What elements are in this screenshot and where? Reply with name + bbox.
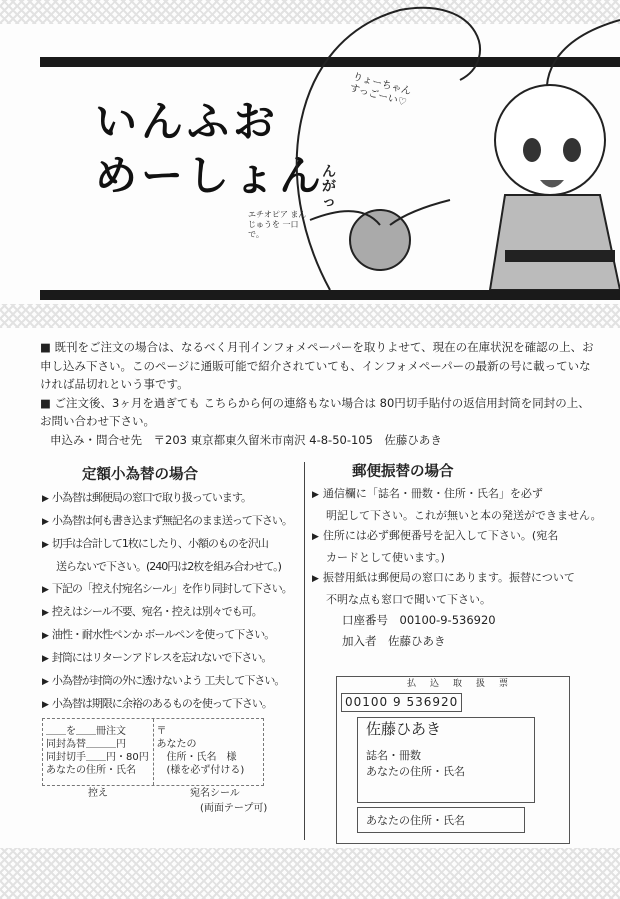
form-line: 〒 <box>156 726 167 737</box>
list-item <box>42 487 300 510</box>
sfx-munch: んがっ <box>322 164 336 210</box>
transfer-slip <box>336 676 570 844</box>
list-item <box>42 601 300 624</box>
bullet-triangle-icon: ▶ <box>42 654 48 664</box>
copy-caption: 控え <box>88 788 108 799</box>
form-line: 同封切手＿＿円・80円 <box>46 752 149 763</box>
form-line: (様を必ず付ける) <box>156 765 245 776</box>
account-row <box>342 610 602 631</box>
list-item-text: 不明な点も窓口で聞いて下さい。 <box>326 592 491 606</box>
section-title: 定額小為替の場合 <box>82 467 198 483</box>
bullet-triangle-icon: ▶ <box>42 608 48 618</box>
label-note: (両面テープ可) <box>200 803 268 814</box>
form-line: ＿＿を＿＿冊注文 <box>46 726 126 737</box>
list-item <box>42 670 300 693</box>
list-item <box>42 693 300 716</box>
form-line: あなたの住所・氏名 <box>46 765 136 776</box>
list-item-text: 切手は合計して1枚にしたり、小額のものを沢山 <box>51 537 268 550</box>
list-item-text: 小為替は期限に余裕のあるものを使って下さい。 <box>51 697 272 710</box>
bullet-triangle-icon: ▶ <box>42 517 48 527</box>
list-item-text: カードとして使います。) <box>326 550 445 564</box>
list-item <box>42 624 300 647</box>
bullet-triangle-icon: ▶ <box>312 532 319 542</box>
list-item-text: 小為替が封筒の外に透けないよう 工夫して下さい。 <box>51 674 285 687</box>
list-item <box>312 568 602 590</box>
contact-address: 申込み・問合せ先 〒203 東京都東久留米市南沢 4-8-50-105 佐藤ひあき <box>50 432 442 447</box>
bullet-triangle-icon: ▶ <box>42 494 48 504</box>
slip-sender: あなたの住所・氏名 <box>357 807 525 833</box>
list-item-text: 通信欄に「誌名・冊数・住所・氏名」を必ず <box>322 487 543 500</box>
column-divider <box>304 462 305 840</box>
list-item-text: 小為替は何も書き込まず無記名のまま送って下さい。 <box>51 514 292 527</box>
holder-row <box>342 631 602 652</box>
character-illustration <box>250 0 620 290</box>
list-item <box>312 484 602 506</box>
list-item-text: 送らないで下さい。(240円は2枚を組み合わせて。) <box>56 560 281 573</box>
account-number: 00100-9-536920 <box>399 613 496 627</box>
title-line1: いんふお <box>95 97 280 146</box>
list-item <box>312 590 602 611</box>
list-item <box>312 506 602 527</box>
copy-form <box>43 719 153 785</box>
slip-name: 佐藤ひあき <box>366 720 442 738</box>
form-line: あなたの <box>156 739 197 750</box>
pattern-band-mid <box>0 304 620 328</box>
form-line: 同封為替＿＿＿円 <box>46 739 126 750</box>
bullet-triangle-icon: ▶ <box>312 490 319 500</box>
postal-money-order-section <box>42 465 300 716</box>
bullet-triangle-icon: ▶ <box>42 700 48 710</box>
postal-transfer-section <box>312 462 602 651</box>
list-item-text: 下記の「控え付宛名シール」を作り同封して下さい。 <box>51 582 292 595</box>
note-inquiry: ■ ご注文後、3ヶ月を過ぎても こちらから何の連絡もない場合は 80円切手貼付の返信用封筒を同封の上、お問い合わせ下さい。 <box>40 395 590 428</box>
notes <box>40 338 600 449</box>
holder-name: 佐藤ひあき <box>388 633 446 648</box>
list-item <box>42 556 300 578</box>
list-item <box>312 526 602 548</box>
list-item-text: 油性・耐水性ペンか ボールペンを使って下さい。 <box>51 628 275 641</box>
pattern-band-bottom <box>0 848 620 899</box>
address-label-form <box>153 719 264 785</box>
bullet-triangle-icon: ▶ <box>42 677 48 687</box>
list-item <box>42 578 300 601</box>
list-item-text: 控えはシール不要、宛名・控えは別々でも可。 <box>51 605 262 618</box>
list-item <box>42 533 300 556</box>
sample-forms <box>42 718 264 786</box>
list-item <box>42 647 300 670</box>
header-bar-bottom <box>40 290 620 300</box>
bullet-triangle-icon: ▶ <box>42 631 48 641</box>
list-item-text: 振替用紙は郵便局の窓口にあります。振替について <box>322 571 575 584</box>
sfx-girl: りょーちゃん すっごーい♡ <box>348 71 413 109</box>
bullet-triangle-icon: ▶ <box>42 585 48 595</box>
account-label: 口座番号 <box>342 613 388 627</box>
label-caption: 宛名シール <box>190 788 240 799</box>
list-item-text: 明記して下さい。これが無いと本の発送ができません。 <box>326 508 602 522</box>
sfx-creature: エチオピア まんじゅうを 一口で。 <box>248 210 307 239</box>
list-item-text: 住所には必ず郵便番号を記入して下さい。(宛名 <box>322 529 559 542</box>
list-item-text: 封筒にはリターンアドレスを忘れないで下さい。 <box>51 651 272 664</box>
slip-heading: 払込取扱票 <box>407 679 523 689</box>
form-line: 住所・氏名 様 <box>156 752 237 763</box>
list-item-text: 小為替は郵便局の窓口で取り扱っています。 <box>51 491 252 504</box>
bullet-triangle-icon: ▶ <box>42 540 48 550</box>
list-item <box>312 548 602 569</box>
slip-account: 00100 9 536920 <box>341 693 462 712</box>
title-line2: めーしょん <box>95 151 326 200</box>
slip-memo2: あなたの住所・氏名 <box>366 765 465 778</box>
list-item <box>42 510 300 533</box>
bullet-triangle-icon: ▶ <box>312 574 319 584</box>
slip-memo1: 誌名・冊数 <box>366 749 421 762</box>
holder-label: 加入者 <box>342 633 377 648</box>
section-title: 郵便振替の場合 <box>352 464 454 480</box>
note-backissues: ■ 既刊をご注文の場合は、なるべく月刊インフォメペーパーを取りよせて、現在の在庫状況を確認の上、お申し込み下さい。このページに通販可能で紹介されていても、インフォメペーパーの最新の号に載っていなければ品切れという事です。 <box>40 340 594 391</box>
